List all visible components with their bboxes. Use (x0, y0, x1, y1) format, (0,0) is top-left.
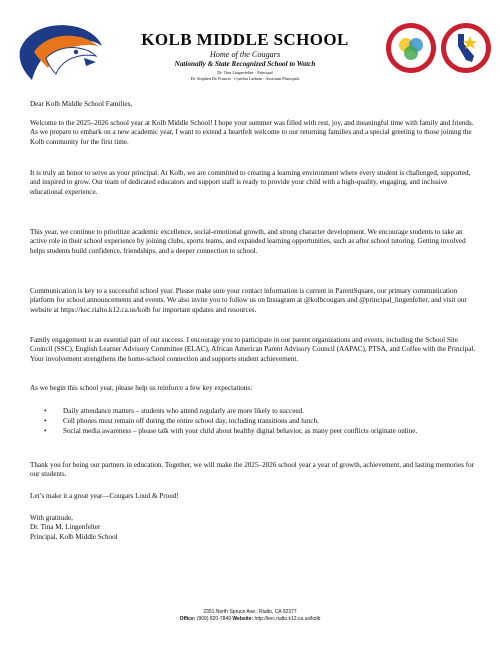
footer-contact (100, 616, 400, 622)
footer-address: 2351 North Spruce Ave., Rialto, CA 92377 (203, 609, 297, 615)
paragraph-expectations-intro: As we begin this school year, please help us reinforce a few key expectations: (30, 384, 253, 392)
bullet-icon: • (44, 407, 47, 415)
salutation: Dear Kolb Middle School Families, (30, 100, 133, 108)
schools-to-watch-seal-icon (385, 22, 437, 74)
bullet-icon: • (44, 426, 47, 435)
paragraph-thanks: Thank you for being our partners in education. Together, we will make the 2025–2026 school year a year of growth, achievement, and lasting memories for our students. (30, 461, 475, 479)
office-phone: (909) 820-7849 (196, 616, 232, 622)
list-item (30, 407, 476, 416)
signature-block (30, 514, 476, 542)
principal-line: Dr. Tina Lingenfelter · Principal (217, 70, 273, 75)
paragraph-welcome: Welcome to the 2025–2026 school year at Kolb Middle School! I hope your summer was filled with rest, joy, and meaningful time with family and friends. As we prepare to embark on a new academic year, I want to extend a heartfelt welcome to our returning families and a special greeting to those joining the Kolb community for the first time. (30, 119, 474, 146)
closing-phrase: With gratitude, (30, 514, 73, 522)
paragraph-slogan: Let’s make it a great year—Cougars Loud & Proud! (30, 492, 179, 500)
school-name: KOLB MIDDLE SCHOOL (141, 30, 349, 49)
paragraph-communication: Communication is key to a successful school year. Please make sure your contact information is current in ParentSquare, our primary communication platform for school announcements and events. We also invite you to follow us on Instagram at @kolbcougars and @principal_lingenfelter, and visit our website at https://kec.rialto.k12.ca.us/kolb for important updates and resources. (30, 287, 467, 314)
website-link[interactable]: http://kec.rialto.k12.ca.us/kolb (254, 616, 321, 622)
list-item-text: Daily attendance matters – students who attend regularly are more likely to succeed. (63, 407, 304, 415)
website-label: Website: (232, 616, 254, 622)
cougar-mascot-icon (14, 18, 104, 86)
signer-name: Dr. Tina M. Lingenfelter (30, 523, 101, 532)
list-item-text: Social media awareness – please talk with your child about healthy digital behavior, as many peer conflicts originate online. (63, 426, 418, 435)
recognition-line: Nationally & State Recognized School to Watch (174, 60, 316, 68)
bullet-icon: • (44, 416, 47, 425)
signer-title: Principal, Kolb Middle School (30, 532, 118, 541)
list-item (30, 417, 476, 426)
office-label: Office: (179, 616, 196, 622)
list-item-text: Cell phones must remain off during the entire school day, including transitions and lunch. (63, 416, 319, 425)
paragraph-priorities: This year, we continue to prioritize academic excellence, social-emotional growth, and strong character development. We encourage students to take an active role in their school experience by joining clubs, sports teams, and expanded learning opportunities, such as after school tutoring. Getting involved helps students build confidence, friendships, and a deeper connection to school. (30, 228, 466, 255)
list-item (30, 427, 476, 436)
expectations-list (30, 407, 476, 436)
paragraph-family-engagement: Family engagement is an essential part of our success. I encourage you to participate in our parent organizations and events, including the School Site Council (SSC), English Learner Advisory Committee (ELAC), African American Parent Advisory Council (AAPAC), PTSA, and Coffee with the Principal. Your involvement strengthens the home-school connection and supports student achievement. (30, 336, 476, 363)
assistant-principals-line: Dr. Stephen De Francis · Cynthia Latham · Assistant Principals (190, 76, 300, 81)
california-schools-to-watch-seal-icon (440, 22, 492, 74)
school-tagline: Home of the Cougars (209, 50, 281, 59)
paragraph-honor: It is truly an honor to serve as your principal. At Kolb, we are committed to creating a learning environment where every student is challenged, supported, and inspired to grow. Our team of dedicated educators and support staff is ready to provide your child with a high-quality, engaging, and inclusive educational experience. (30, 169, 471, 196)
